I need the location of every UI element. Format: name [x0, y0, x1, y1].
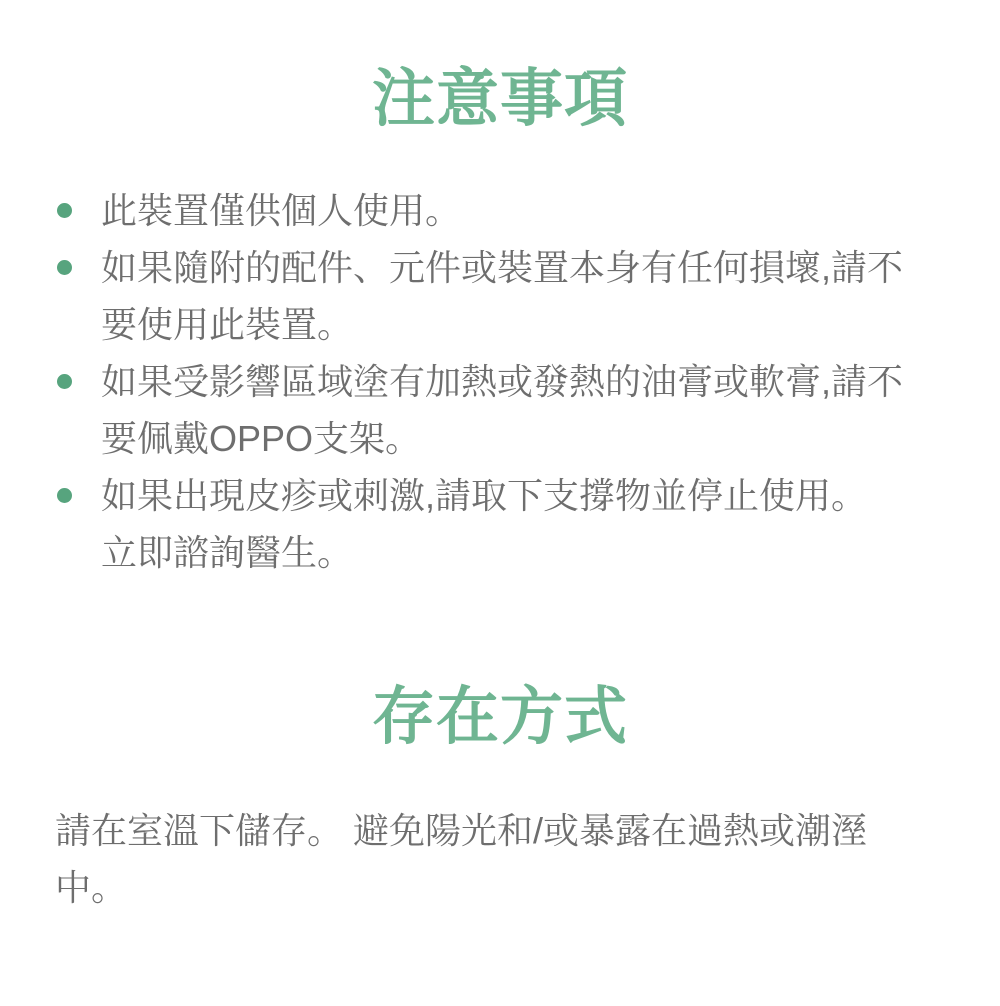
bullet-icon	[57, 260, 72, 275]
list-item-text	[101, 353, 903, 467]
storage-body-line: 中。	[55, 867, 128, 908]
list-item	[57, 182, 903, 239]
list-item	[57, 467, 903, 581]
list-item-text	[101, 239, 903, 353]
list-item-line: 如果出現皮疹或刺激,請取下支撐物並停止使用。	[101, 475, 868, 516]
list-item-line: 此裝置僅供個人使用。	[101, 190, 462, 231]
storage-body-line: 請在室溫下儲存。 避免陽光和/或暴露在過熱或潮溼	[55, 810, 868, 851]
precautions-title: 注意事項	[372, 64, 628, 134]
bullet-icon	[57, 488, 72, 503]
list-item-text	[101, 182, 461, 239]
bullet-icon	[57, 203, 72, 218]
storage-body	[55, 802, 867, 916]
list-item	[57, 239, 903, 353]
list-item-line: 如果受影響區域塗有加熱或發熱的油膏或軟膏,請不	[101, 361, 904, 402]
bullet-icon	[57, 374, 72, 389]
precautions-list	[57, 182, 903, 581]
list-item	[57, 353, 903, 467]
list-item-text	[101, 467, 867, 581]
list-item-line: 如果隨附的配件、元件或裝置本身有任何損壞,請不	[101, 247, 904, 288]
list-item-line: 要佩戴OPPO支架。	[101, 418, 422, 459]
list-item-line: 立即諮詢醫生。	[101, 532, 354, 573]
storage-title: 存在方式	[372, 682, 628, 752]
list-item-line: 要使用此裝置。	[101, 304, 354, 345]
